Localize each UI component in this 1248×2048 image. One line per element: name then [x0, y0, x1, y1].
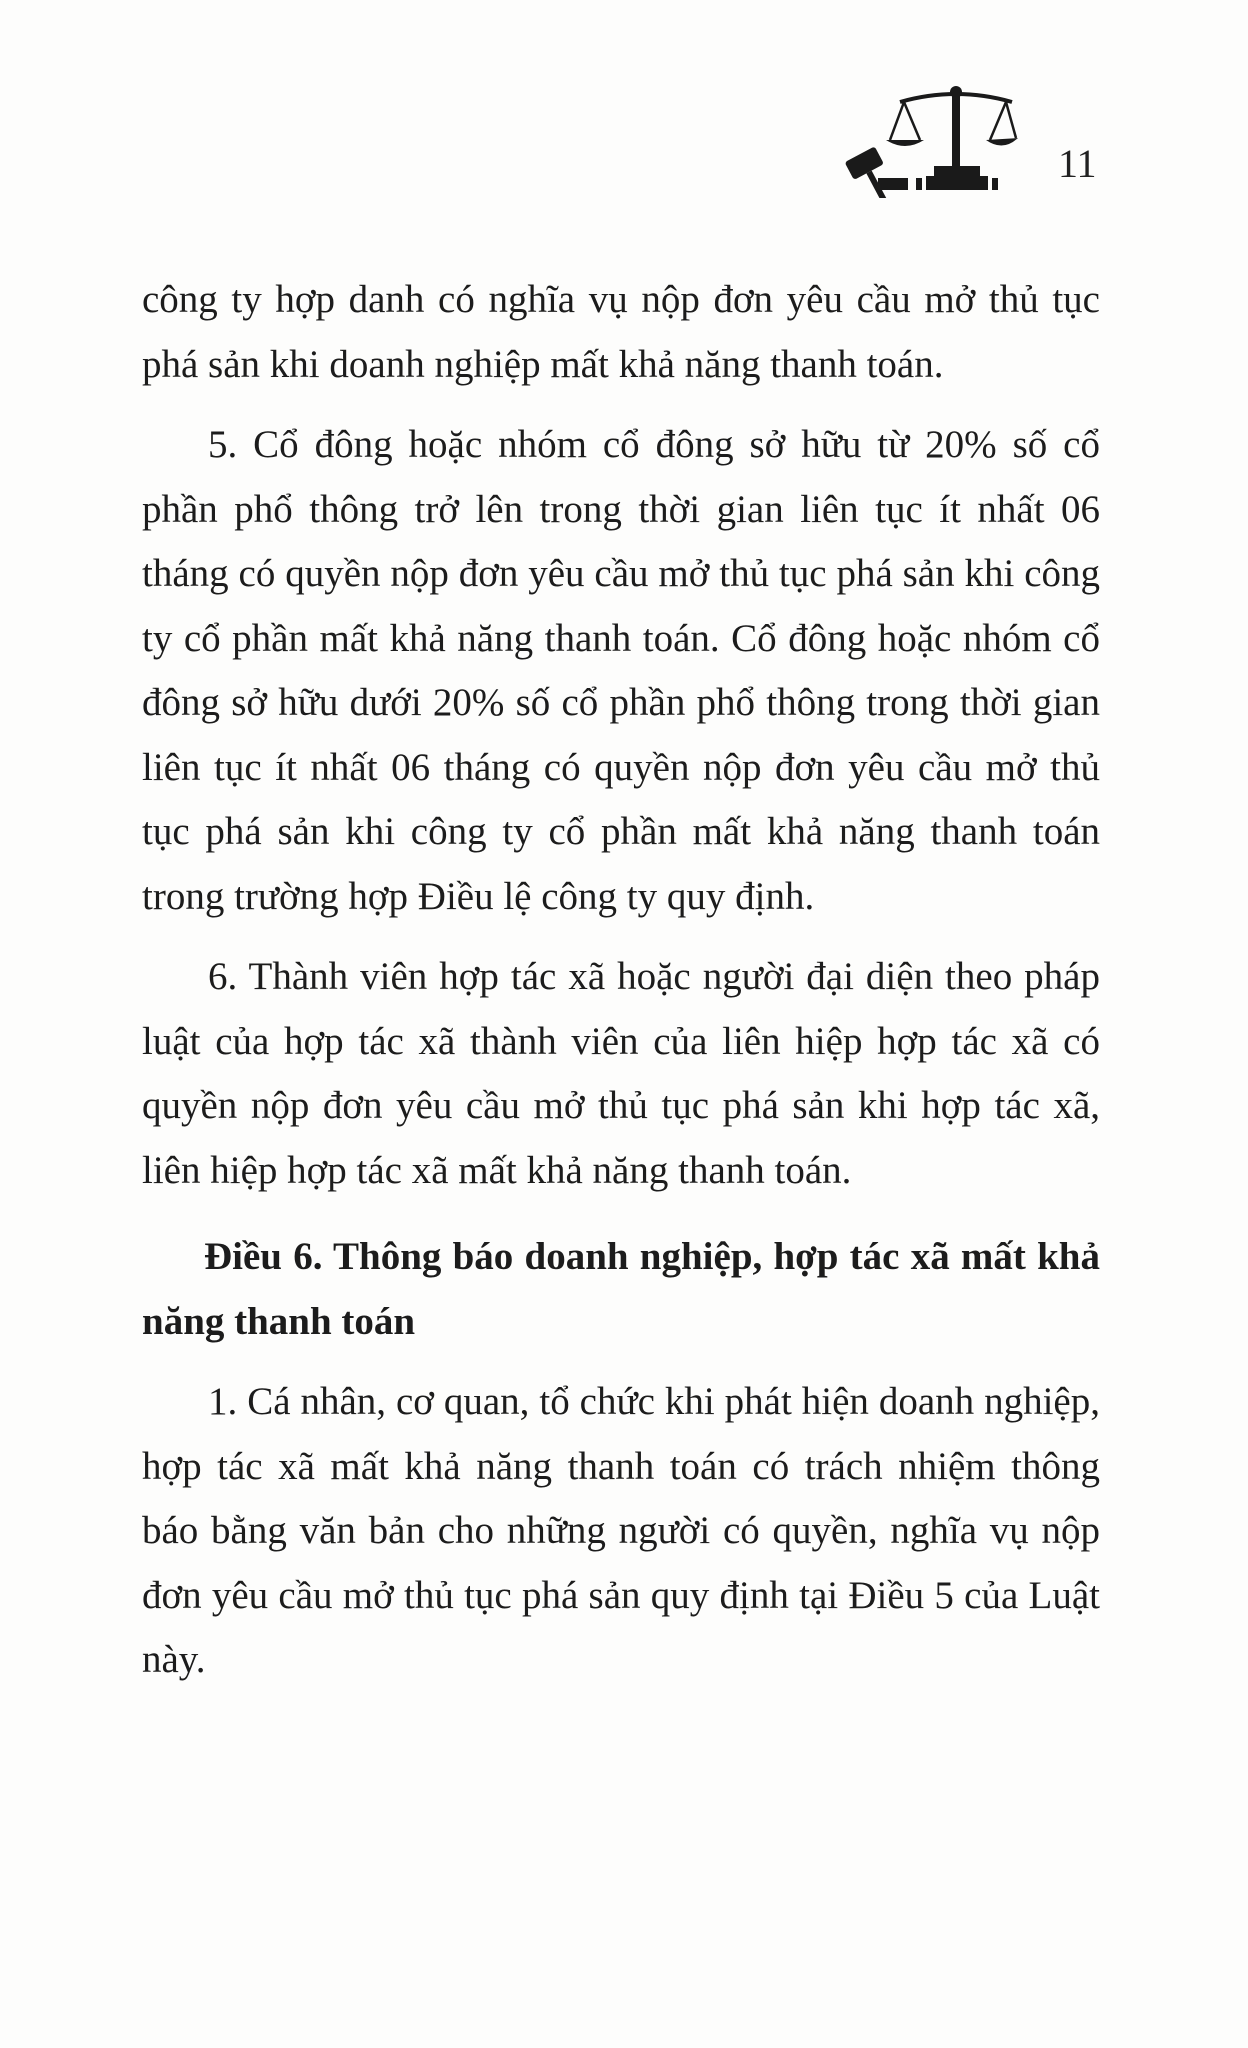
article-6-clause-1-paragraph: 1. Cá nhân, cơ quan, tổ chức khi phát hiện doanh nghiệp, hợp tác xã mất khả năng thanh toán có trách nhiệm thông báo bằng văn bản cho những người có quyền, nghĩa vụ nộp đơn yêu cầu mở thủ tục phá sản quy định tại Điều 5 của Luật này. [142, 1380, 1100, 1681]
article-6-heading: Điều 6. Thông báo doanh nghiệp, hợp tác xã mất khả năng thanh toán [142, 1235, 1100, 1343]
scales-of-justice-icon [838, 78, 1018, 198]
page-number: 11 [1058, 141, 1097, 186]
page-body [142, 268, 1100, 1693]
clause-6-paragraph: 6. Thành viên hợp tác xã hoặc người đại diện theo pháp luật của hợp tác xã thành viên của liên hiệp hợp tác xã có quyền nộp đơn yêu cầu mở thủ tục phá sản khi hợp tác xã, liên hiệp hợp tác xã mất khả năng thanh toán. [142, 955, 1100, 1192]
clause-5-paragraph: 5. Cổ đông hoặc nhóm cổ đông sở hữu từ 20% số cổ phần phổ thông trở lên trong thời gian liên tục ít nhất 06 tháng có quyền nộp đơn yêu cầu mở thủ tục phá sản khi công ty cổ phần mất khả năng thanh toán. Cổ đông hoặc nhóm cổ đông sở hữu dưới 20% số cổ phần phổ thông trong thời gian liên tục ít nhất 06 tháng có quyền nộp đơn yêu cầu mở thủ tục phá sản khi công ty cổ phần mất khả năng thanh toán trong trường hợp Điều lệ công ty quy định. [142, 423, 1100, 918]
continued-paragraph: công ty hợp danh có nghĩa vụ nộp đơn yêu cầu mở thủ tục phá sản khi doanh nghiệp mất khả năng thanh toán. [142, 278, 1100, 386]
